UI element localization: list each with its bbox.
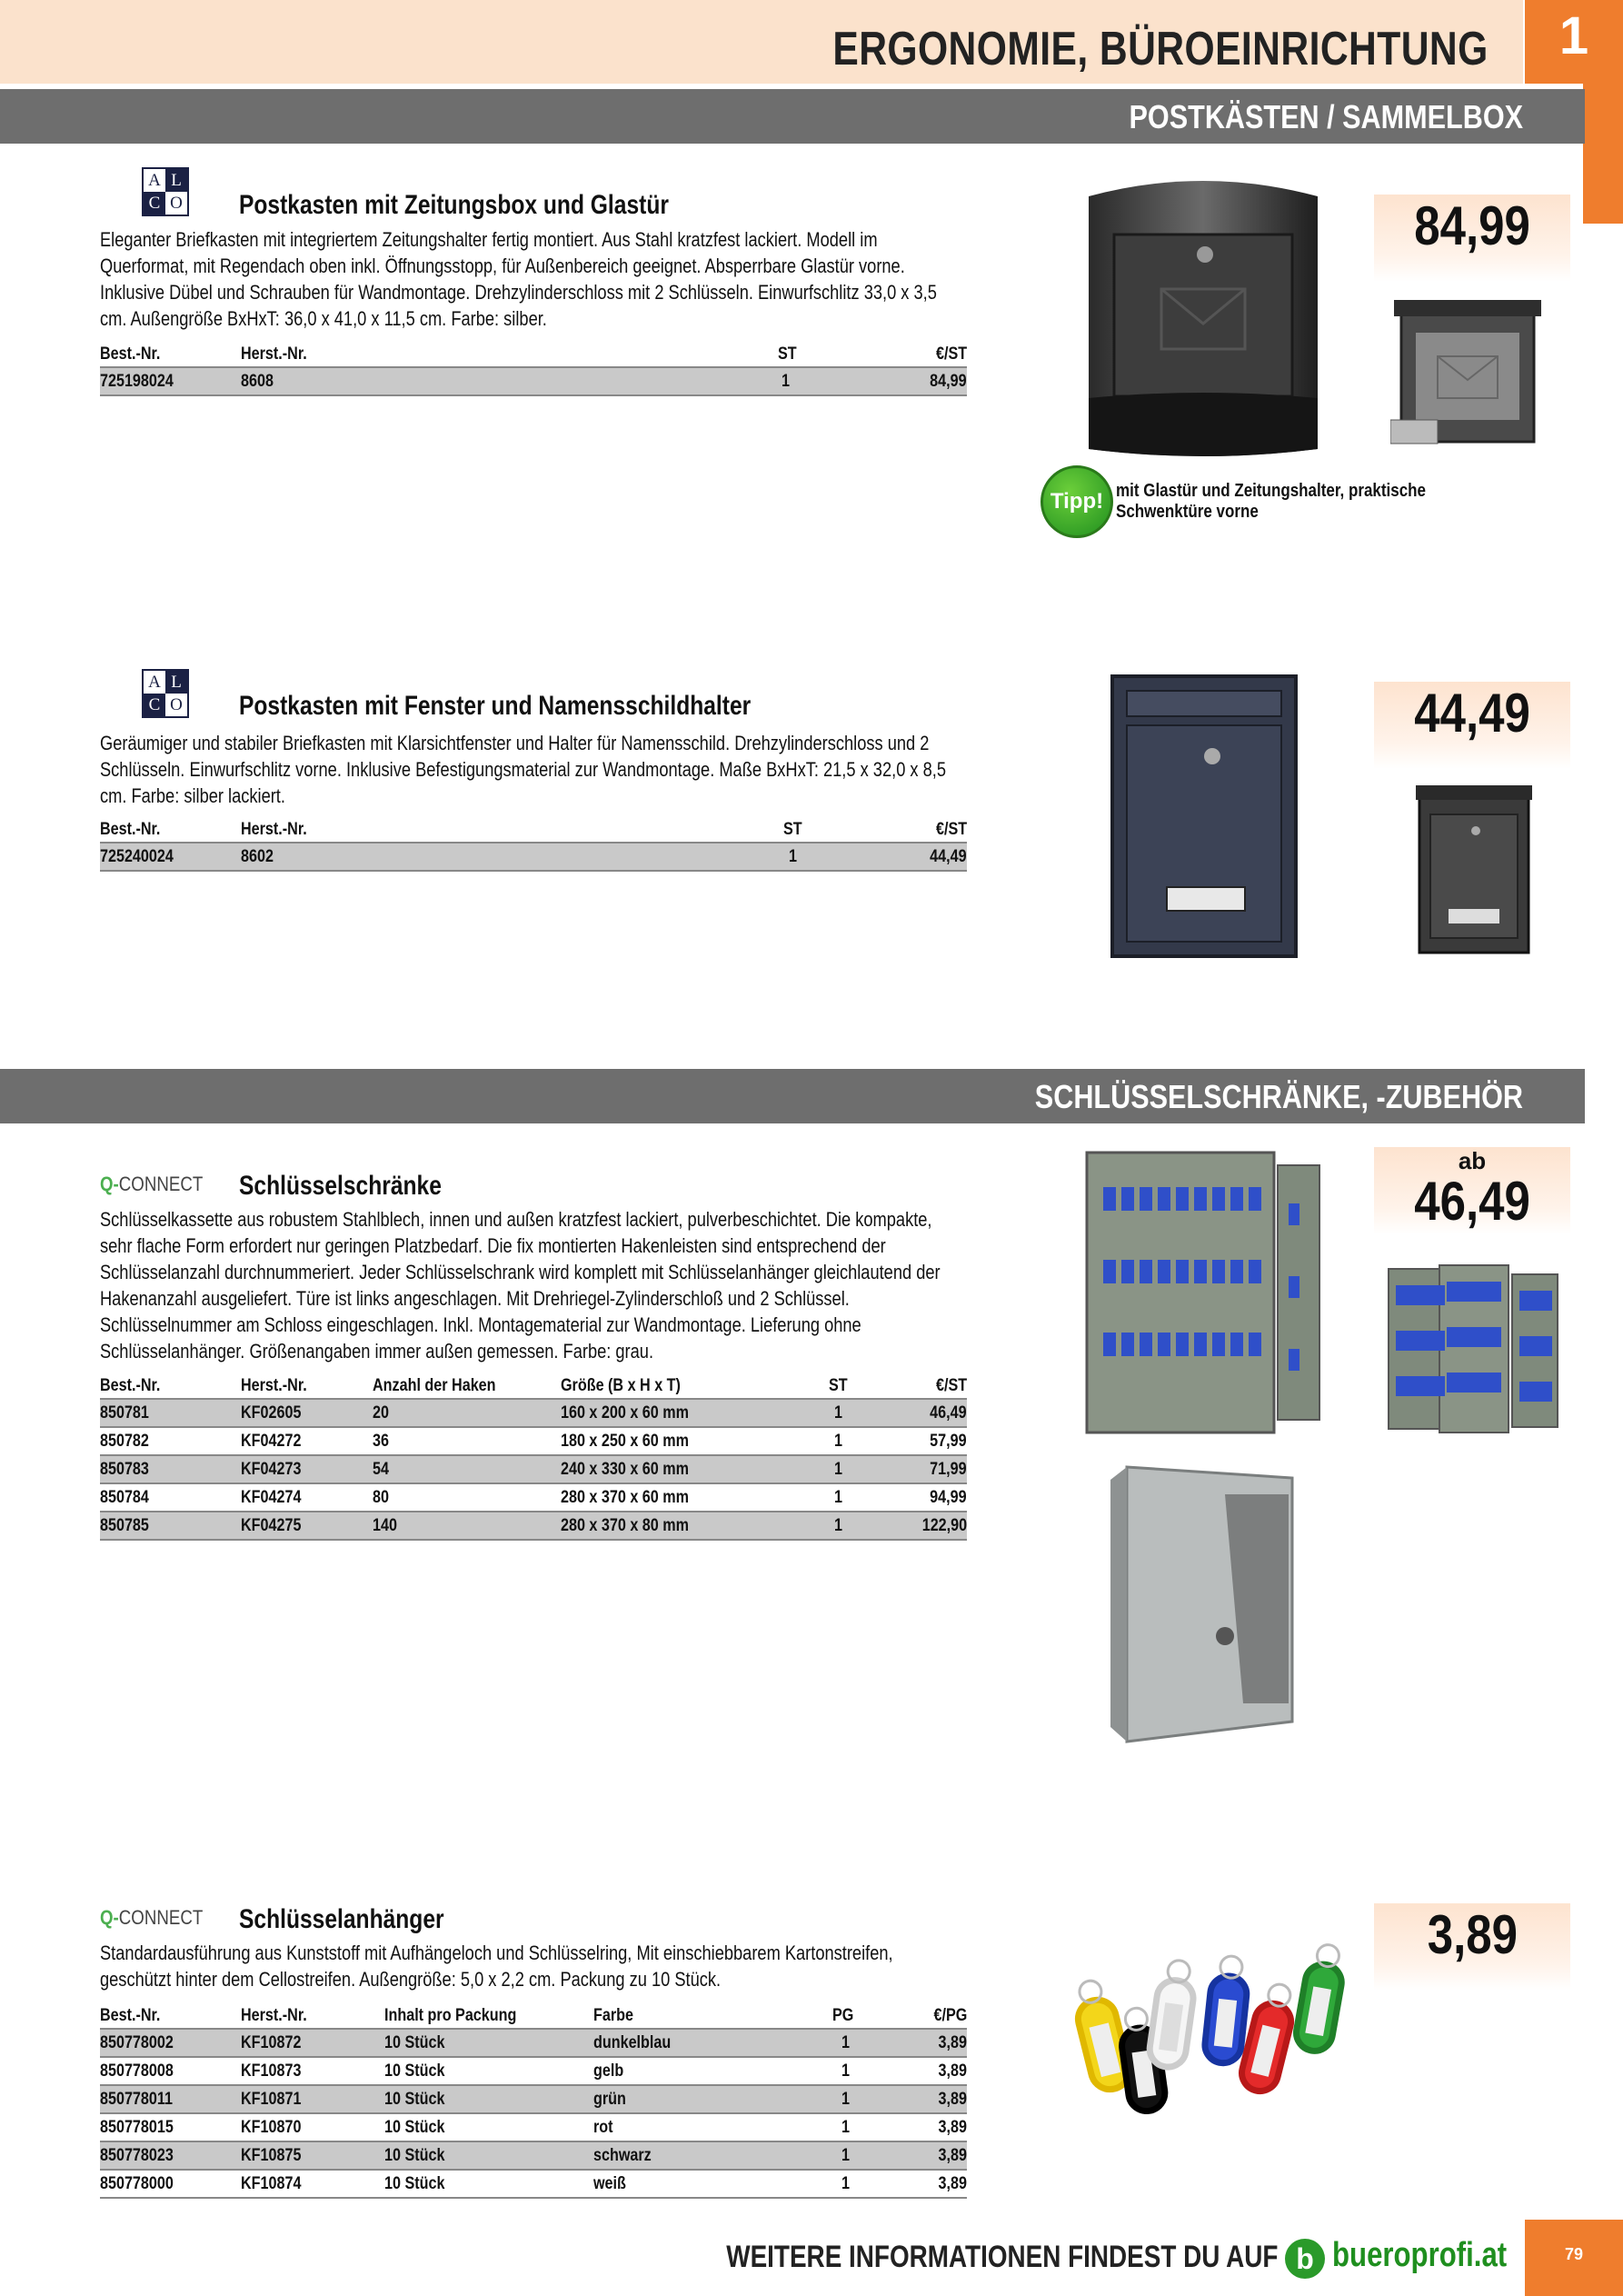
section-title-postkaesten: POSTKÄSTEN / SAMMELBOX — [1129, 98, 1523, 135]
product-table — [100, 2002, 967, 2199]
table-row: 850782 KF04272 36 180 x 250 x 60 mm 1 57,99 — [100, 1428, 967, 1456]
price-box — [1374, 1903, 1570, 1991]
table-row: 850778000 KF10874 10 Stück weiß 1 3,89 — [100, 2171, 967, 2199]
price-prefix: ab — [1458, 1147, 1487, 1174]
price: 44,49 — [1414, 683, 1530, 744]
product-title: Schlüsselanhänger — [239, 1904, 444, 1934]
table-row: 850778002 KF10872 10 Stück dunkelblau 1 3,89 — [100, 2030, 967, 2058]
table-row: 850778015 KF10870 10 Stück rot 1 3,89 — [100, 2114, 967, 2142]
product-title: Postkasten mit Fenster und Namensschildhalter — [239, 691, 752, 721]
table-row: 850783 KF04273 54 240 x 330 x 60 mm 1 71,99 — [100, 1456, 967, 1484]
product-description: Standardausführung aus Kunststoff mit Aufhängeloch und Schlüsselring, Mit einschiebbarem Kartonstreifen, geschützt hinter dem Cellostreifen. Außengröße: 5,0 x 2,2 cm. Packung zu 10 Stück. — [100, 1942, 893, 1991]
alco-logo: A L C O — [142, 167, 189, 216]
letterbox-window-small-image — [1414, 782, 1534, 958]
price: 84,99 — [1414, 195, 1530, 256]
product-table — [100, 816, 967, 872]
letterbox-glass-door-image — [1080, 171, 1327, 458]
footer-text: WEITERE INFORMATIONEN FINDEST DU AUF — [725, 2240, 1278, 2274]
key-tags-image — [1045, 1936, 1369, 2114]
table-header: Best.-Nr. Herst.-Nr. ST €/ST — [100, 341, 967, 368]
q-connect-logo: Q-CONNECT — [100, 1173, 204, 1195]
alco-logo: A L C O — [142, 669, 189, 718]
price-box — [1374, 1147, 1570, 1234]
page-number: 79 — [1564, 2245, 1584, 2263]
letterbox-small-image — [1390, 293, 1545, 454]
table-row: 850778011 KF10871 10 Stück grün 1 3,89 — [100, 2086, 967, 2114]
product-table — [100, 1373, 967, 1541]
product-description: Geräumiger und stabiler Briefkasten mit Klarsichtfenster und Halter für Namensschild. Drehzylinderschloss und 2 Schlüsseln. Einwurfschlitz vorne. Inklusive Befestigungsmaterial zur Wandmontage. Maße BxHxT: 21,5 x 32,0 x 8,5 cm. Farbe: silber lackiert. — [100, 732, 947, 807]
price: 3,89 — [1427, 1904, 1518, 1965]
table-row: 725240024 8602 1 44,49 — [100, 844, 967, 872]
table-row: 850784 KF04274 80 280 x 370 x 60 mm 1 94,99 — [100, 1484, 967, 1512]
chapter-number: 1 — [1558, 6, 1589, 65]
price-box — [1374, 682, 1570, 769]
key-cabinet-open-image — [1083, 1149, 1323, 1436]
letterbox-window-image — [1107, 673, 1301, 960]
table-row: 850778023 KF10875 10 Stück schwarz 1 3,89 — [100, 2142, 967, 2171]
product-title: Postkasten mit Zeitungsbox und Glastür — [239, 190, 669, 220]
price: 46,49 — [1414, 1171, 1530, 1232]
table-row: 725198024 8608 1 84,99 — [100, 368, 967, 396]
table-header: Best.-Nr. Herst.-Nr. ST €/ST — [100, 816, 967, 844]
table-row: 850778008 KF10873 10 Stück gelb 1 3,89 — [100, 2058, 967, 2086]
product-description: Schlüsselkassette aus robustem Stahlblech, innen und außen kratzfest lackiert, pulverbeschichtet. Die kompakte, sehr flache Form erfordert nur geringen Platzbedarf. Die fix montierten Hakenleisten sind entsprechend der Schlüsselanzahl durchnummeriert. Jeder Schlüsselschrank wird komplett mit Schlüsselanhänger gleichlautend der Hakenanzahl ausgeliefert. Türe ist links angeschlagen. Mit Drehriegel-Zylinderschloß und 2 Schlüssel. Schlüsselnummer am Schloss eingeschlagen. Inkl. Montagematerial zur Wandmontage. Lieferung ohne Schlüsselanhänger. Größenangaben immer außen gemessen. Farbe: grau. — [100, 1208, 941, 1363]
product-description: Eleganter Briefkasten mit integriertem Zeitungshalter fertig montiert. Aus Stahl kratzfest lackiert. Modell im Querformat, mit Regendach oben inkl. Öffnungsstopp, für Außenbereich geeignet. Absperrbare Glastür vorne. Inklusive Dübel und Schrauben für Wandmontage. Drehzylinderschloss mit 2 Schlüsseln. Einwurfschlitz 33,0 x 3,5 cm. Außengröße BxHxT: 36,0 x 41,0 x 11,5 cm. Farbe: silber. — [100, 228, 937, 330]
table-row: 850785 KF04275 140 280 x 370 x 80 mm 1 122,90 — [100, 1512, 967, 1541]
page-title: ERGONOMIE, BÜROEINRICHTUNG — [832, 23, 1489, 75]
bueroprofi-link[interactable]: bueroprofi.at — [1332, 2236, 1508, 2274]
table-header: Best.-Nr. Herst.-Nr. Anzahl der Haken Größe (B x H x T) ST €/ST — [100, 1373, 967, 1400]
product-title: Schlüsselschränke — [239, 1171, 442, 1201]
table-row: 850781 KF02605 20 160 x 200 x 60 mm 1 46,49 — [100, 1400, 967, 1428]
key-cabinet-large-image — [1387, 1263, 1559, 1436]
q-connect-logo: Q-CONNECT — [100, 1906, 204, 1929]
tipp-badge: Tipp! — [1041, 465, 1113, 538]
key-cabinet-closed-image — [1107, 1458, 1303, 1745]
section-title-schluessel: SCHLÜSSELSCHRÄNKE, -ZUBEHÖR — [1034, 1078, 1523, 1115]
table-header: Best.-Nr. Herst.-Nr. Inhalt pro Packung Farbe PG €/PG — [100, 2002, 967, 2030]
price-box — [1374, 195, 1570, 282]
bueroprofi-logo-icon[interactable]: b — [1285, 2239, 1325, 2279]
chapter-strip — [1583, 84, 1623, 224]
tipp-text: mit Glastür und Zeitungshalter, praktische Schwenktüre vorne — [1116, 481, 1427, 522]
product-table — [100, 341, 967, 396]
